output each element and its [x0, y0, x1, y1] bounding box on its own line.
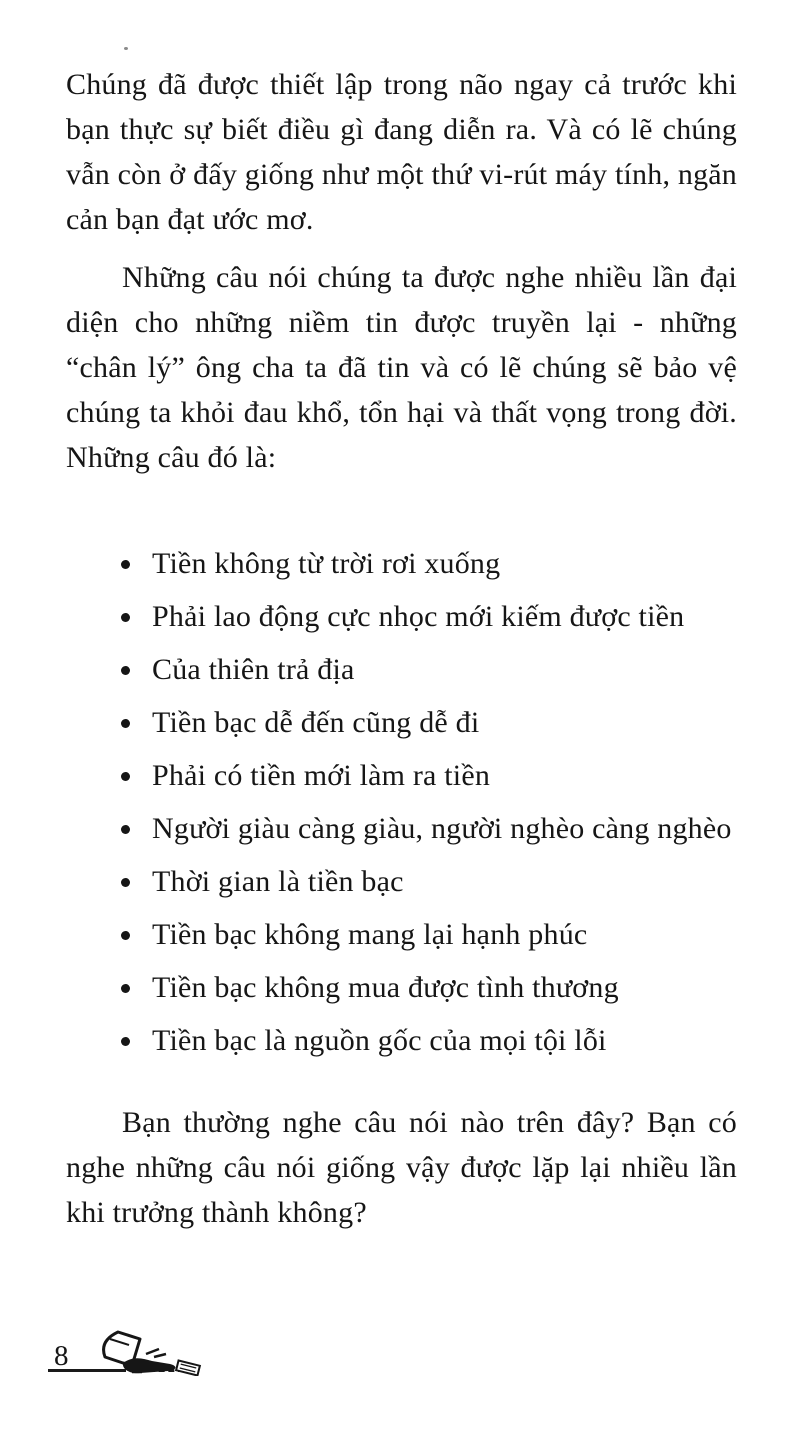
list-item-text: Tiền bạc dễ đến cũng dễ đi: [152, 706, 480, 739]
page-content: [66, 62, 737, 1235]
list-item: [66, 643, 737, 696]
bullet-icon: [121, 825, 130, 834]
list-item: [66, 855, 737, 908]
paragraph-beliefs-lead-in: Những câu nói chúng ta được nghe nhiều lần đại diện cho những niềm tin được truyền lại - những “chân lý” ông cha ta đã tin và có lẽ chúng sẽ bảo vệ chúng ta khỏi đau khổ, tổn hại và thất vọng trong đời. Những câu đó là:: [66, 261, 737, 474]
scan-artifact-dot: [124, 47, 128, 50]
list-item-text: Thời gian là tiền bạc: [152, 865, 404, 898]
list-item: [66, 802, 737, 855]
list-item: [66, 749, 737, 802]
bullet-icon: [121, 613, 130, 622]
bullet-icon: [121, 666, 130, 675]
bullet-icon: [121, 931, 130, 940]
belief-list: [66, 537, 737, 1067]
list-item: [66, 696, 737, 749]
bullet-icon: [121, 1037, 130, 1046]
list-item-text: Tiền bạc không mua được tình thương: [152, 971, 619, 1004]
list-item-text: Phải lao động cực nhọc mới kiếm được tiền: [152, 600, 685, 633]
bullet-icon: [121, 560, 130, 569]
list-item-text: Người giàu càng giàu, người nghèo càng nghèo: [152, 812, 732, 845]
bullet-icon: [121, 878, 130, 887]
list-item-text: Tiền không từ trời rơi xuống: [152, 547, 501, 580]
bullet-icon: [121, 772, 130, 781]
bullet-icon: [121, 984, 130, 993]
list-item: [66, 537, 737, 590]
list-item: [66, 590, 737, 643]
list-item-text: Tiền bạc không mang lại hạnh phúc: [152, 918, 588, 951]
list-item-text: Của thiên trả địa: [152, 653, 355, 686]
page-footer: [48, 1328, 278, 1378]
list-item-text: Phải có tiền mới làm ra tiền: [152, 759, 491, 792]
bullet-icon: [121, 719, 130, 728]
list-item-text: Tiền bạc là nguồn gốc của mọi tội lỗi: [152, 1024, 607, 1057]
paragraph-intro: Chúng đã được thiết lập trong não ngay cả trước khi bạn thực sự biết điều gì đang diễn ra. Và có lẽ chúng vẫn còn ở đấy giống như một thứ vi-rút máy tính, ngăn cản bạn đạt ước mơ.: [66, 68, 737, 236]
list-item: [66, 908, 737, 961]
page-number: 8: [54, 1340, 69, 1372]
list-item: [66, 1014, 737, 1067]
money-bag-spilling-icon: [80, 1328, 220, 1376]
paragraph-question: Bạn thường nghe câu nói nào trên đây? Bạn có nghe những câu nói giống vậy được lặp lại nhiều lần khi trưởng thành không?: [66, 1106, 737, 1229]
list-item: [66, 961, 737, 1014]
